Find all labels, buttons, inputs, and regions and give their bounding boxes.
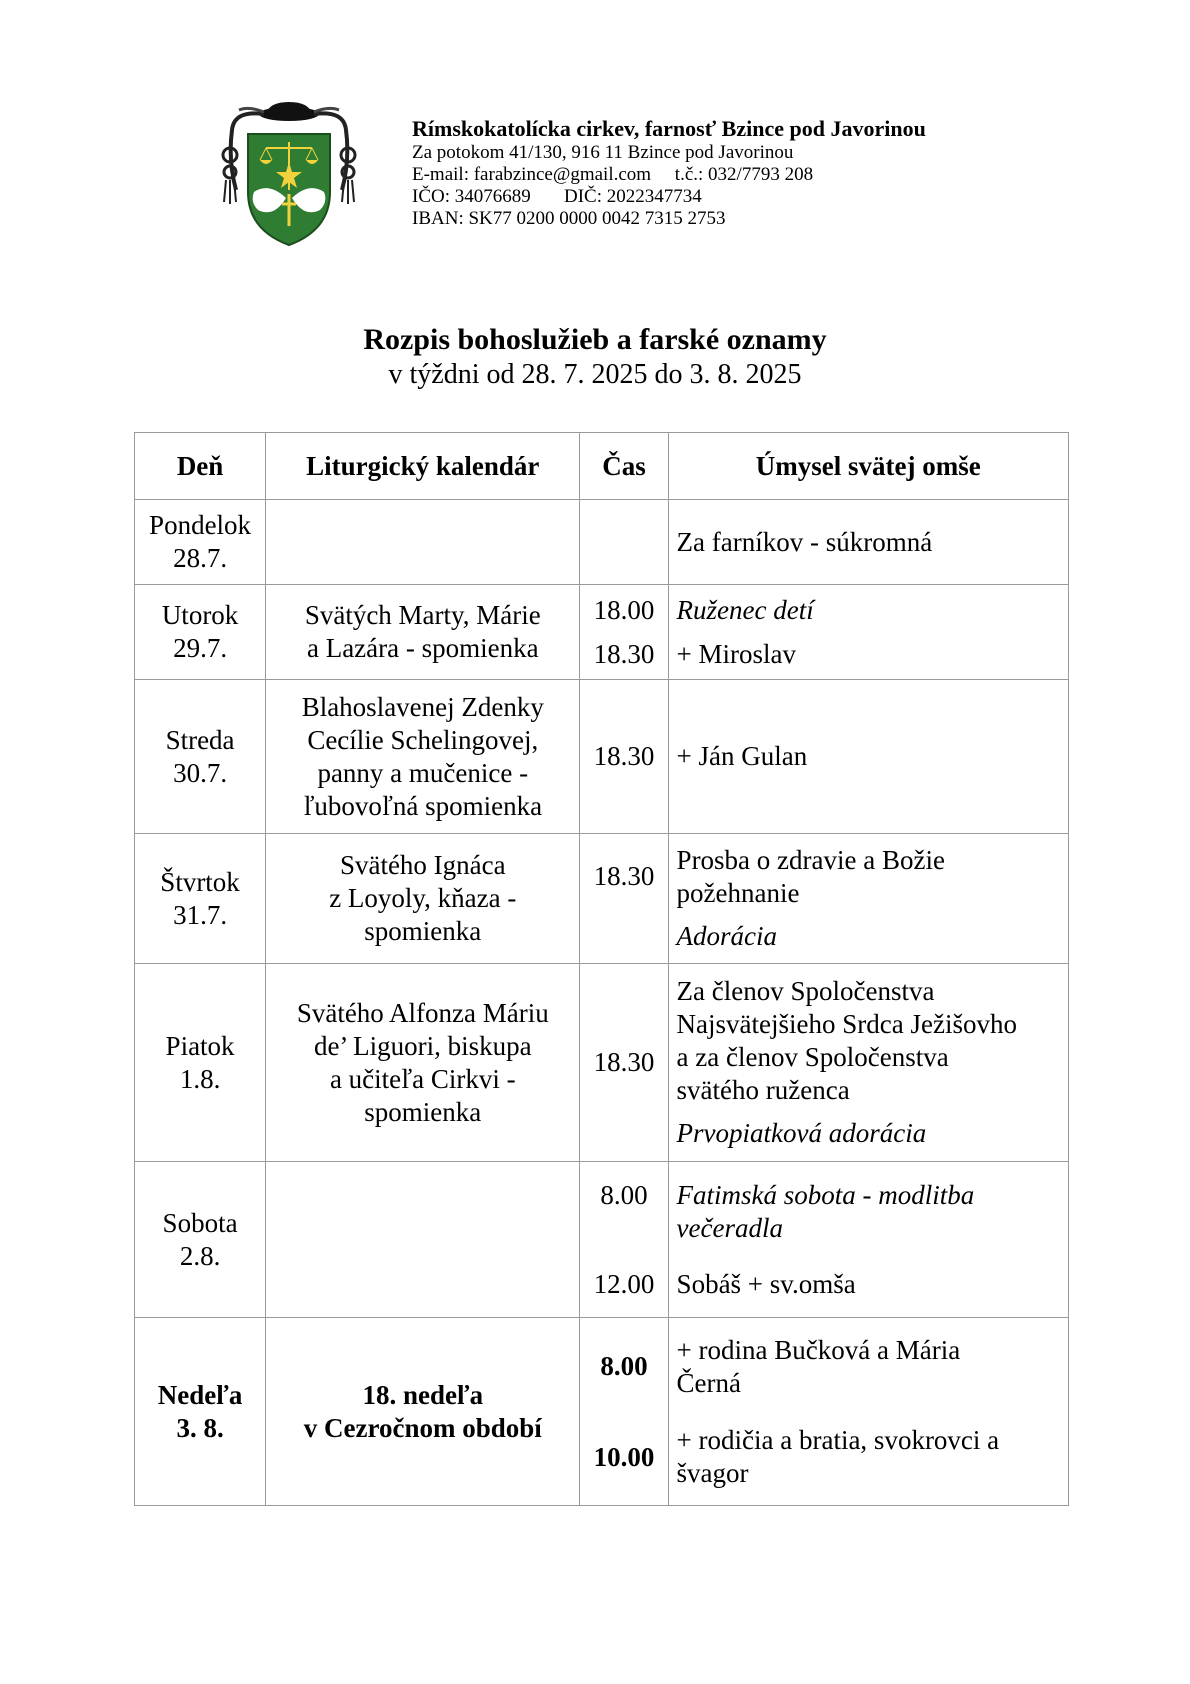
intention-text: Za členov Spoločenstva <box>676 976 935 1006</box>
liturgical-line: a Lazára - spomienka <box>306 633 539 663</box>
parish-coat-of-arms-icon <box>214 100 364 250</box>
liturgical-line: ľubovoľná spomienka <box>303 790 543 821</box>
day-date: 28.7. <box>173 543 228 573</box>
org-name: Rímskokatolícka cirkev, farnosť Bzince pod Javorinou <box>412 116 926 141</box>
time-cell <box>580 964 668 1162</box>
day-cell <box>135 964 266 1162</box>
liturgical-line: v Cezročnom období <box>303 1412 542 1443</box>
intention-text: Sobáš + sv.omša <box>676 1268 856 1299</box>
liturgical-cell <box>266 585 580 680</box>
time-cell <box>580 500 668 585</box>
liturgical-cell <box>266 500 580 585</box>
liturgical-line: Svätého Ignáca <box>339 850 506 880</box>
day-cell <box>135 1162 266 1318</box>
schedule-table <box>134 432 1069 1506</box>
header-liturgical: Liturgický kalendár <box>266 433 580 500</box>
header-time: Čas <box>580 433 668 500</box>
liturgical-cell <box>266 680 580 834</box>
liturgical-line: 18. nedeľa <box>362 1379 484 1410</box>
parish-contact-block <box>412 116 926 230</box>
intention-text: Prosba o zdravie a Božie <box>676 845 945 875</box>
day-name: Streda <box>165 724 235 755</box>
liturgical-line: de’ Liguori, biskupa <box>313 1030 532 1061</box>
table-header-row <box>135 433 1069 500</box>
table-row <box>135 834 1069 964</box>
ico-dic: IČO: 34076689 DIČ: 2022347734 <box>412 186 702 207</box>
day-name: Sobota <box>162 1207 238 1238</box>
intention-text: a za členov Spoločenstva <box>676 1042 949 1072</box>
day-date: 1.8. <box>179 1063 221 1094</box>
liturgical-line: spomienka <box>364 1096 482 1127</box>
intention-text: + Ján Gulan <box>676 741 808 771</box>
iban: IBAN: SK77 0200 0000 0042 7315 2753 <box>412 208 726 229</box>
intention-cell <box>668 585 1068 680</box>
intention-text: Prvopiatková adorácia <box>676 1118 927 1148</box>
day-date: 3. 8. <box>176 1412 224 1443</box>
address: Za potokom 41/130, 916 11 Bzince pod Javorinou <box>412 142 794 163</box>
time-value: 8.00 <box>600 1350 648 1381</box>
intention-text: Ruženec detí <box>676 595 814 625</box>
intention-cell <box>668 680 1068 834</box>
time-value: 12.00 <box>593 1268 655 1299</box>
liturgical-line: spomienka <box>364 916 482 946</box>
liturgical-cell <box>266 1318 580 1506</box>
intention-text: Adorácia <box>676 921 778 951</box>
day-cell <box>135 500 266 585</box>
liturgical-cell <box>266 964 580 1162</box>
time-value: 18.30 <box>593 861 655 891</box>
intention-text: Za farníkov - súkromná <box>676 526 933 557</box>
time-cell <box>580 680 668 834</box>
day-name: Pondelok <box>149 510 252 540</box>
page-subtitle: v týždni od 28. 7. 2025 do 3. 8. 2025 <box>388 359 802 390</box>
time-value: 18.00 <box>593 595 655 625</box>
title-block <box>0 322 1190 392</box>
liturgical-cell <box>266 834 580 964</box>
day-cell <box>135 1318 266 1506</box>
table-row <box>135 585 1069 680</box>
day-cell <box>135 585 266 680</box>
intention-text: večeradla <box>676 1212 783 1243</box>
intention-text: + rodičia a bratia, svokrovci a <box>676 1424 1000 1455</box>
intention-text: svätého ruženca <box>676 1075 850 1105</box>
liturgical-line: panny a mučenice - <box>317 757 529 788</box>
intention-cell <box>668 834 1068 964</box>
table-row <box>135 1318 1069 1506</box>
time-value: 18.30 <box>593 639 655 669</box>
day-name: Štvrtok <box>160 866 240 897</box>
intention-text: švagor <box>676 1457 749 1488</box>
intention-text: Černá <box>676 1367 742 1398</box>
intention-text: + Miroslav <box>676 639 797 669</box>
liturgical-line: Cecílie Schelingovej, <box>307 724 539 755</box>
time-value: 18.30 <box>593 1047 655 1077</box>
page-title: Rozpis bohoslužieb a farské oznamy <box>363 323 827 356</box>
intention-text: požehnanie <box>676 878 800 908</box>
table-row <box>135 964 1069 1162</box>
time-cell <box>580 1162 668 1318</box>
time-value: 10.00 <box>593 1441 655 1472</box>
table-row <box>135 680 1069 834</box>
intention-cell <box>668 1318 1068 1506</box>
day-date: 30.7. <box>173 757 228 788</box>
day-name: Piatok <box>165 1030 235 1061</box>
day-name: Utorok <box>161 600 239 630</box>
day-date: 31.7. <box>173 899 228 930</box>
day-date: 2.8. <box>179 1240 221 1271</box>
time-cell <box>580 1318 668 1506</box>
liturgical-line: Svätého Alfonza Máriu <box>296 997 549 1028</box>
intention-cell <box>668 964 1068 1162</box>
liturgical-line: Svätých Marty, Márie <box>304 600 541 630</box>
intention-cell <box>668 500 1068 585</box>
day-name: Nedeľa <box>157 1379 243 1410</box>
liturgical-line: a učiteľa Cirkvi - <box>329 1063 516 1094</box>
intention-text: Fatimská sobota - modlitba <box>676 1179 975 1210</box>
intention-cell <box>668 1162 1068 1318</box>
header-day: Deň <box>135 433 266 500</box>
liturgical-cell <box>266 1162 580 1318</box>
header-intention: Úmysel svätej omše <box>668 433 1068 500</box>
day-cell <box>135 834 266 964</box>
table-row <box>135 1162 1069 1318</box>
time-value: 18.30 <box>593 741 655 771</box>
intention-text: + rodina Bučková a Mária <box>676 1334 961 1365</box>
time-value: 8.00 <box>600 1179 648 1210</box>
time-cell <box>580 585 668 680</box>
liturgical-line: z Loyoly, kňaza - <box>329 883 517 913</box>
liturgical-line: Blahoslavenej Zdenky <box>301 691 544 722</box>
day-cell <box>135 680 266 834</box>
intention-text: Najsvätejšieho Srdca Ježišovho <box>676 1009 1017 1039</box>
email-phone: E-mail: farabzince@gmail.com t.č.: 032/7793 208 <box>412 164 814 185</box>
table-row <box>135 500 1069 585</box>
time-cell <box>580 834 668 964</box>
day-date: 29.7. <box>173 633 228 663</box>
header <box>214 100 1114 250</box>
